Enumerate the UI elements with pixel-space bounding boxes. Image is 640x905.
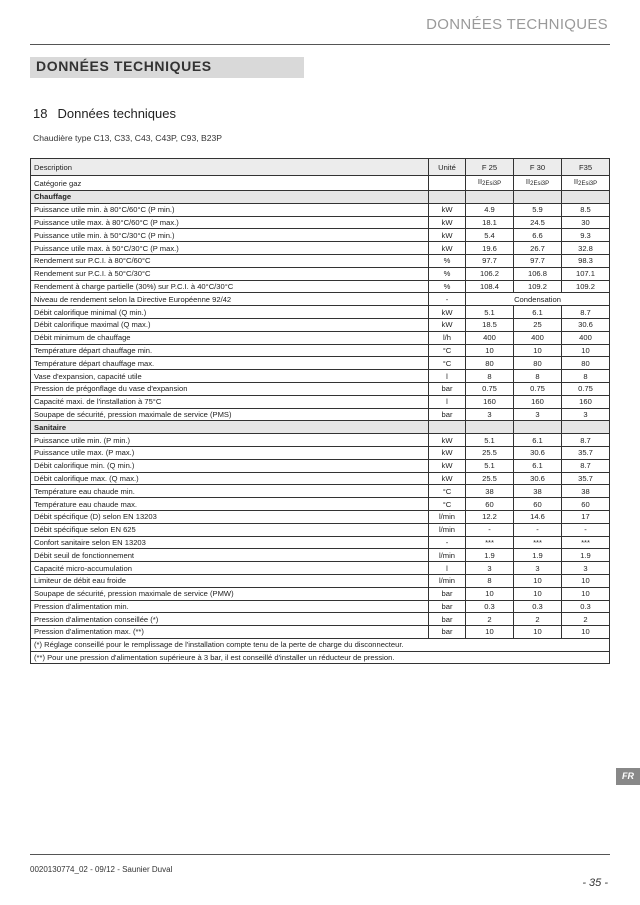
empty-cell [562,421,610,434]
row-unit: kW [429,242,466,255]
technical-data-table [30,158,610,664]
row-unit: °C [429,498,466,511]
value-f35: 10 [562,587,610,600]
row-unit: bar [429,587,466,600]
row-unit: kW [429,318,466,331]
column-header-description: Description [31,159,429,176]
value-f30: 10 [514,574,562,587]
table-row [31,254,610,267]
row-label: Pression d'alimentation max. (**) [31,626,429,639]
value-f25: 5.1 [466,434,514,447]
value-f35: 98.3 [562,254,610,267]
row-label: Niveau de rendement selon la Directive Européenne 92/42 [31,293,429,306]
value-f25: 0.75 [466,382,514,395]
value-f25: 2 [466,613,514,626]
value-f25: 60 [466,498,514,511]
table-row [31,382,610,395]
value-f35: *** [562,536,610,549]
value-f30: 106.8 [514,267,562,280]
value-f30: 14.6 [514,510,562,523]
row-label: Soupape de sécurité, pression maximale de service (PMS) [31,408,429,421]
value-f35: 109.2 [562,280,610,293]
section-title-bar [30,57,304,78]
row-unit: % [429,280,466,293]
chapter-number: 18 [33,106,48,121]
row-label: Puissance utile max. à 80°C/60°C (P max.) [31,216,429,229]
value-f30: 400 [514,331,562,344]
value-f30: 6.1 [514,306,562,319]
page-header-title: DONNÉES TECHNIQUES [426,16,608,33]
value-f25: 8 [466,370,514,383]
column-header-unit: Unité [429,159,466,176]
value-f25: 8 [466,574,514,587]
value-f35: 35.7 [562,446,610,459]
table-row [31,472,610,485]
value-f35: 30 [562,216,610,229]
row-label: Soupape de sécurité, pression maximale de service (PMW) [31,587,429,600]
row-label: Puissance utile min. (P min.) [31,434,429,447]
row-label: Pression d'alimentation conseillée (*) [31,613,429,626]
value-f30: 5.9 [514,203,562,216]
value-f30: - [514,523,562,536]
value-f25: 38 [466,485,514,498]
table-row [31,536,610,549]
section-label: Chauffage [31,191,429,204]
value-f25: 10 [466,587,514,600]
header-divider [30,44,610,45]
table-row [31,574,610,587]
value-f35: 10 [562,626,610,639]
table-row [31,331,610,344]
row-label: Débit minimum de chauffage [31,331,429,344]
value-f35: 17 [562,510,610,523]
empty-cell [562,191,610,204]
table-row [31,344,610,357]
table-row [31,216,610,229]
table-row [31,306,610,319]
row-unit: bar [429,600,466,613]
row-label: Température départ chauffage min. [31,344,429,357]
value-f30: 25 [514,318,562,331]
value-f25: 3 [466,562,514,575]
value-f35: 160 [562,395,610,408]
row-label: Débit calorifique maximal (Q max.) [31,318,429,331]
value-f35: 10 [562,344,610,357]
gas-category-f25: II2Esi3P [466,176,514,191]
row-label: Puissance utile min. à 50°C/30°C (P min.) [31,229,429,242]
row-unit: bar [429,613,466,626]
value-f30: 38 [514,485,562,498]
table-row [31,318,610,331]
document-reference: 0020130774_02 - 09/12 - Saunier Duval [30,865,173,874]
table-row [31,242,610,255]
footnote-text: (**) Pour une pression d'alimentation supérieure à 3 bar, il est conseillé d'installer un réducteur de pression. [31,651,610,664]
value-f30: 0.75 [514,382,562,395]
value-f25: 12.2 [466,510,514,523]
value-f35: 0.75 [562,382,610,395]
row-unit: - [429,536,466,549]
row-label: Catégorie gaz [31,176,429,191]
value-f25: 1.9 [466,549,514,562]
value-f35: 0.3 [562,600,610,613]
row-label: Débit calorifique min. (Q min.) [31,459,429,472]
row-unit: bar [429,382,466,395]
table-body [31,176,610,664]
gas-category-row [31,176,610,191]
value-f30: 10 [514,626,562,639]
table-row [31,626,610,639]
table-row [31,587,610,600]
row-unit: kW [429,459,466,472]
row-unit: l [429,562,466,575]
value-f25: - [466,523,514,536]
section-title: DONNÉES TECHNIQUES [36,58,212,74]
row-unit: l/min [429,549,466,562]
table-row [31,408,610,421]
value-f35: 60 [562,498,610,511]
value-f30: 8 [514,370,562,383]
value-f35: 35.7 [562,472,610,485]
page-number: - 35 - [582,877,608,889]
footer-divider [30,854,610,855]
gas-category-f30: II2Esi3P [514,176,562,191]
row-unit: kW [429,229,466,242]
value-f30: *** [514,536,562,549]
section-label: Sanitaire [31,421,429,434]
value-f30: 2 [514,613,562,626]
value-f30: 6.6 [514,229,562,242]
value-f30: 26.7 [514,242,562,255]
value-f30: 3 [514,562,562,575]
value-f30: 30.6 [514,446,562,459]
value-f35: 1.9 [562,549,610,562]
row-label: Puissance utile min. à 80°C/60°C (P min.) [31,203,429,216]
table-header-row [31,159,610,176]
value-f25: 5.1 [466,306,514,319]
value-f35: 8.7 [562,306,610,319]
row-unit: bar [429,408,466,421]
row-label: Pression de prégonflage du vase d'expansion [31,382,429,395]
footnote-text: (*) Réglage conseillé pour le remplissage de l'installation compte tenu de la perte de charge du disconnecteur. [31,638,610,651]
table-row [31,562,610,575]
row-unit: kW [429,216,466,229]
value-f30: 6.1 [514,459,562,472]
row-label: Température eau chaude min. [31,485,429,498]
value-f35: 8.7 [562,434,610,447]
value-f25: 10 [466,344,514,357]
row-label: Confort sanitaire selon EN 13203 [31,536,429,549]
value-f25: *** [466,536,514,549]
row-unit: °C [429,357,466,370]
row-unit: °C [429,344,466,357]
value-f35: 10 [562,574,610,587]
section-row [31,421,610,434]
value-f30: 60 [514,498,562,511]
row-unit: °C [429,485,466,498]
value-f35: 3 [562,408,610,421]
empty-cell [466,421,514,434]
value-f25: 18.1 [466,216,514,229]
row-unit: l/min [429,523,466,536]
table-row [31,395,610,408]
table-row [31,485,610,498]
value-f25: 25.5 [466,446,514,459]
row-unit: bar [429,626,466,639]
value-f30: 30.6 [514,472,562,485]
table-row [31,549,610,562]
value-f25: 5.4 [466,229,514,242]
value-f30: 10 [514,344,562,357]
row-unit: - [429,293,466,306]
table-row [31,446,610,459]
table-row [31,280,610,293]
chapter-title: Données techniques [57,106,176,121]
value-f35: 32.8 [562,242,610,255]
row-label: Puissance utile max. à 50°C/30°C (P max.) [31,242,429,255]
table-row [31,523,610,536]
empty-cell [466,191,514,204]
empty-cell [429,191,466,204]
table-row [31,498,610,511]
row-label: Débit calorifique minimal (Q min.) [31,306,429,319]
value-f35: 400 [562,331,610,344]
value-f25: 4.9 [466,203,514,216]
row-label: Débit seuil de fonctionnement [31,549,429,562]
table-row [31,434,610,447]
column-header-f25: F 25 [466,159,514,176]
value-f25: 160 [466,395,514,408]
row-unit: l/min [429,510,466,523]
table-row [31,459,610,472]
value-f25: 18.5 [466,318,514,331]
value-f35: - [562,523,610,536]
value-f30: 160 [514,395,562,408]
value-f30: 97.7 [514,254,562,267]
row-label: Pression d'alimentation min. [31,600,429,613]
row-unit: l [429,395,466,408]
value-f35: 3 [562,562,610,575]
row-label: Rendement à charge partielle (30%) sur P.C.I. à 40°C/30°C [31,280,429,293]
row-label: Puissance utile max. (P max.) [31,446,429,459]
table-row [31,203,610,216]
table-row [31,267,610,280]
value-f35: 80 [562,357,610,370]
value-f35: 9.3 [562,229,610,242]
column-header-f30: F 30 [514,159,562,176]
value-f35: 8 [562,370,610,383]
footnote-row [31,638,610,651]
row-label: Limiteur de débit eau froide [31,574,429,587]
value-f35: 8.5 [562,203,610,216]
row-label: Température eau chaude max. [31,498,429,511]
row-unit: l/h [429,331,466,344]
value-f35: 8.7 [562,459,610,472]
value-f25: 0.3 [466,600,514,613]
row-label: Débit spécifique (D) selon EN 13203 [31,510,429,523]
value-f25: 400 [466,331,514,344]
value-f30: 3 [514,408,562,421]
row-unit: kW [429,306,466,319]
row-label: Capacité micro-accumulation [31,562,429,575]
value-f35: 2 [562,613,610,626]
table-row [31,510,610,523]
row-label: Température départ chauffage max. [31,357,429,370]
value-f25: 97.7 [466,254,514,267]
row-unit [429,176,466,191]
row-unit: % [429,267,466,280]
value-f25: 25.5 [466,472,514,485]
value-f25: 10 [466,626,514,639]
row-unit: l [429,370,466,383]
value-f25: 19.6 [466,242,514,255]
value-f35: 30.6 [562,318,610,331]
value-f25: 3 [466,408,514,421]
footnote-row [31,651,610,664]
chapter-heading [33,106,176,121]
value-f35: 107.1 [562,267,610,280]
table-row [31,600,610,613]
table-row [31,293,610,306]
table-row [31,613,610,626]
merged-value-cell: Condensation [466,293,610,306]
gas-category-f35: II2Esi3P [562,176,610,191]
empty-cell [429,421,466,434]
row-unit: l/min [429,574,466,587]
row-label: Débit calorifique max. (Q max.) [31,472,429,485]
table-row [31,370,610,383]
boiler-type-subtitle: Chaudière type C13, C33, C43, C43P, C93, B23P [33,133,223,143]
column-header-f35: F35 [562,159,610,176]
value-f30: 109.2 [514,280,562,293]
table-row [31,357,610,370]
value-f25: 5.1 [466,459,514,472]
row-label: Capacité maxi. de l'installation à 75°C [31,395,429,408]
language-badge: FR [616,768,640,785]
value-f30: 80 [514,357,562,370]
value-f25: 108.4 [466,280,514,293]
empty-cell [514,421,562,434]
value-f30: 0.3 [514,600,562,613]
table-row [31,229,610,242]
row-label: Vase d'expansion, capacité utile [31,370,429,383]
row-unit: kW [429,203,466,216]
value-f30: 24.5 [514,216,562,229]
row-unit: % [429,254,466,267]
value-f25: 80 [466,357,514,370]
row-label: Rendement sur P.C.I. à 50°C/30°C [31,267,429,280]
row-unit: kW [429,446,466,459]
value-f30: 6.1 [514,434,562,447]
row-label: Rendement sur P.C.I. à 80°C/60°C [31,254,429,267]
value-f25: 106.2 [466,267,514,280]
row-unit: kW [429,472,466,485]
value-f30: 10 [514,587,562,600]
value-f35: 38 [562,485,610,498]
row-unit: kW [429,434,466,447]
value-f30: 1.9 [514,549,562,562]
section-row [31,191,610,204]
row-label: Débit spécifique selon EN 625 [31,523,429,536]
empty-cell [514,191,562,204]
